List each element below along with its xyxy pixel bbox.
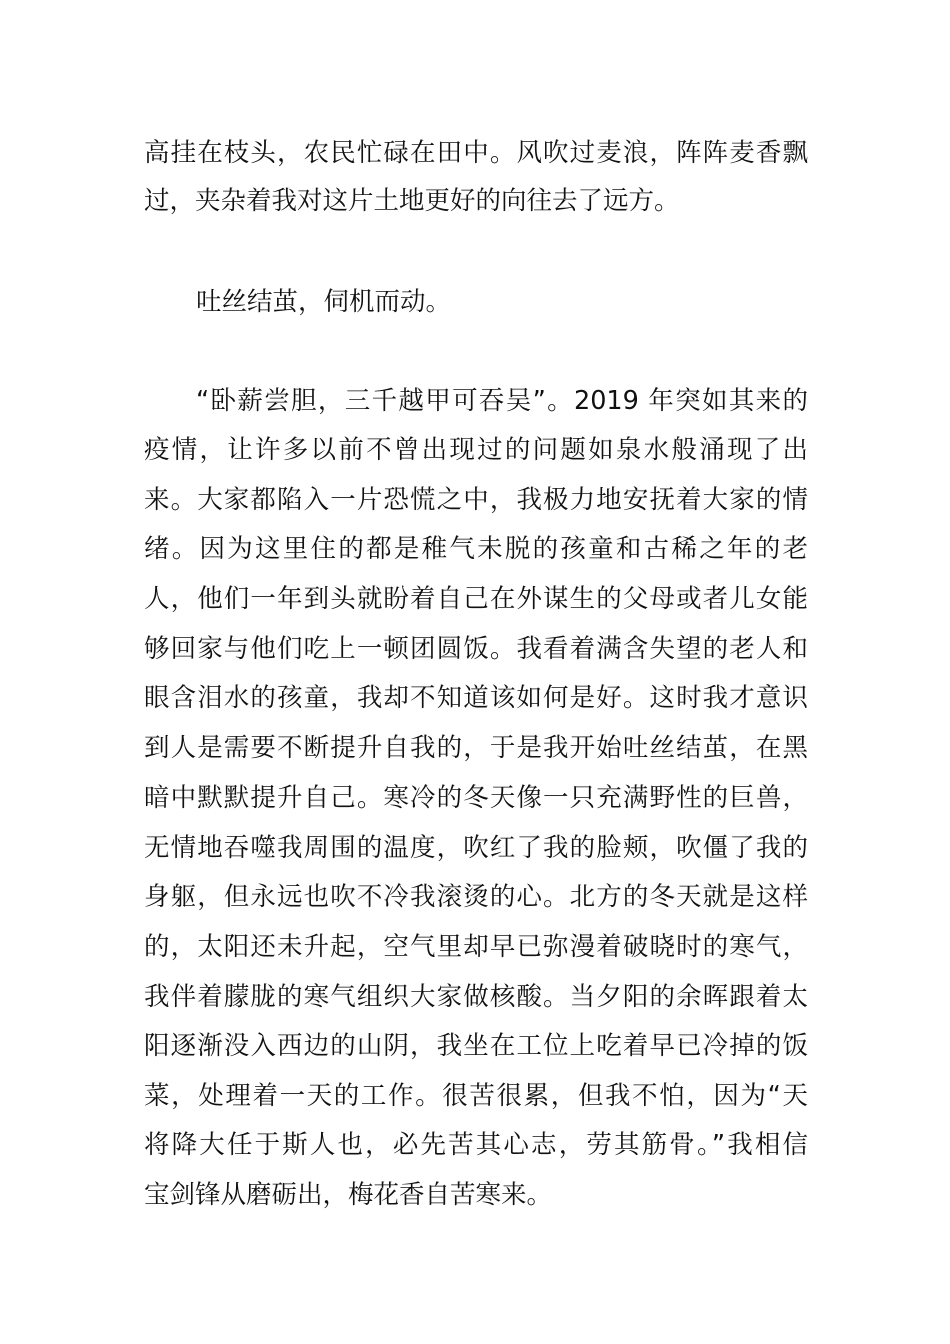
- paragraph-2-line-16: 将降大任于斯人也，必先苦其心志，劳其筋骨。”我相信: [144, 1130, 808, 1160]
- paragraph-2-line-15: 菜，处理着一天的工作。很苦很累，但我不怕，因为“天: [144, 1081, 808, 1111]
- paragraph-2-line-6: 够回家与他们吃上一顿团圆饭。我看着满含失望的老人和: [144, 634, 808, 664]
- paragraph-2-line-11: 身躯，但永远也吹不冷我滚烫的心。北方的冬天就是这样: [144, 882, 808, 912]
- paragraph-2-line-17: 宝剑锋从磨砺出，梅花香自苦寒来。: [144, 1180, 553, 1210]
- paragraph-2-line-8: 到人是需要不断提升自我的，于是我开始吐丝结茧，在黑: [144, 733, 808, 763]
- paragraph-2-line-13: 我伴着朦胧的寒气组织大家做核酸。当夕阳的余晖跟着太: [144, 982, 808, 1012]
- paragraph-2-line-4: 绪。因为这里住的都是稚气未脱的孩童和古稀之年的老: [144, 534, 808, 564]
- paragraph-2-line-12: 的，太阳还未升起，空气里却早已弥漫着破晓时的寒气，: [144, 932, 808, 962]
- paragraph-2-line-14: 阳逐渐没入西边的山阴，我坐在工位上吃着早已冷掉的饭: [144, 1031, 808, 1061]
- paragraph-2-line-7: 眼含泪水的孩童，我却不知道该如何是好。这时我才意识: [144, 683, 808, 713]
- section-heading: 吐丝结茧，伺机而动。: [196, 287, 452, 317]
- paragraph-2-line-2: 疫情，让许多以前不曾出现过的问题如泉水般涌现了出: [144, 435, 808, 465]
- paragraph-1-line-2: 过，夹杂着我对这片土地更好的向往去了远方。: [144, 186, 680, 216]
- paragraph-2-line-5: 人，他们一年到头就盼着自己在外谋生的父母或者儿女能: [144, 584, 808, 614]
- paragraph-1-line-1: 高挂在枝头，农民忙碌在田中。风吹过麦浪，阵阵麦香飘: [144, 138, 808, 168]
- paragraph-2-line-1: “卧薪尝胆，三千越甲可吞吴”。2019 年突如其来的: [196, 386, 808, 416]
- paragraph-2-line-9: 暗中默默提升自己。寒冷的冬天像一只充满野性的巨兽，: [144, 783, 808, 813]
- paragraph-2-line-10: 无情地吞噬我周围的温度，吹红了我的脸颊，吹僵了我的: [144, 833, 808, 863]
- paragraph-2-line-3: 来。大家都陷入一片恐慌之中，我极力地安抚着大家的情: [144, 485, 808, 515]
